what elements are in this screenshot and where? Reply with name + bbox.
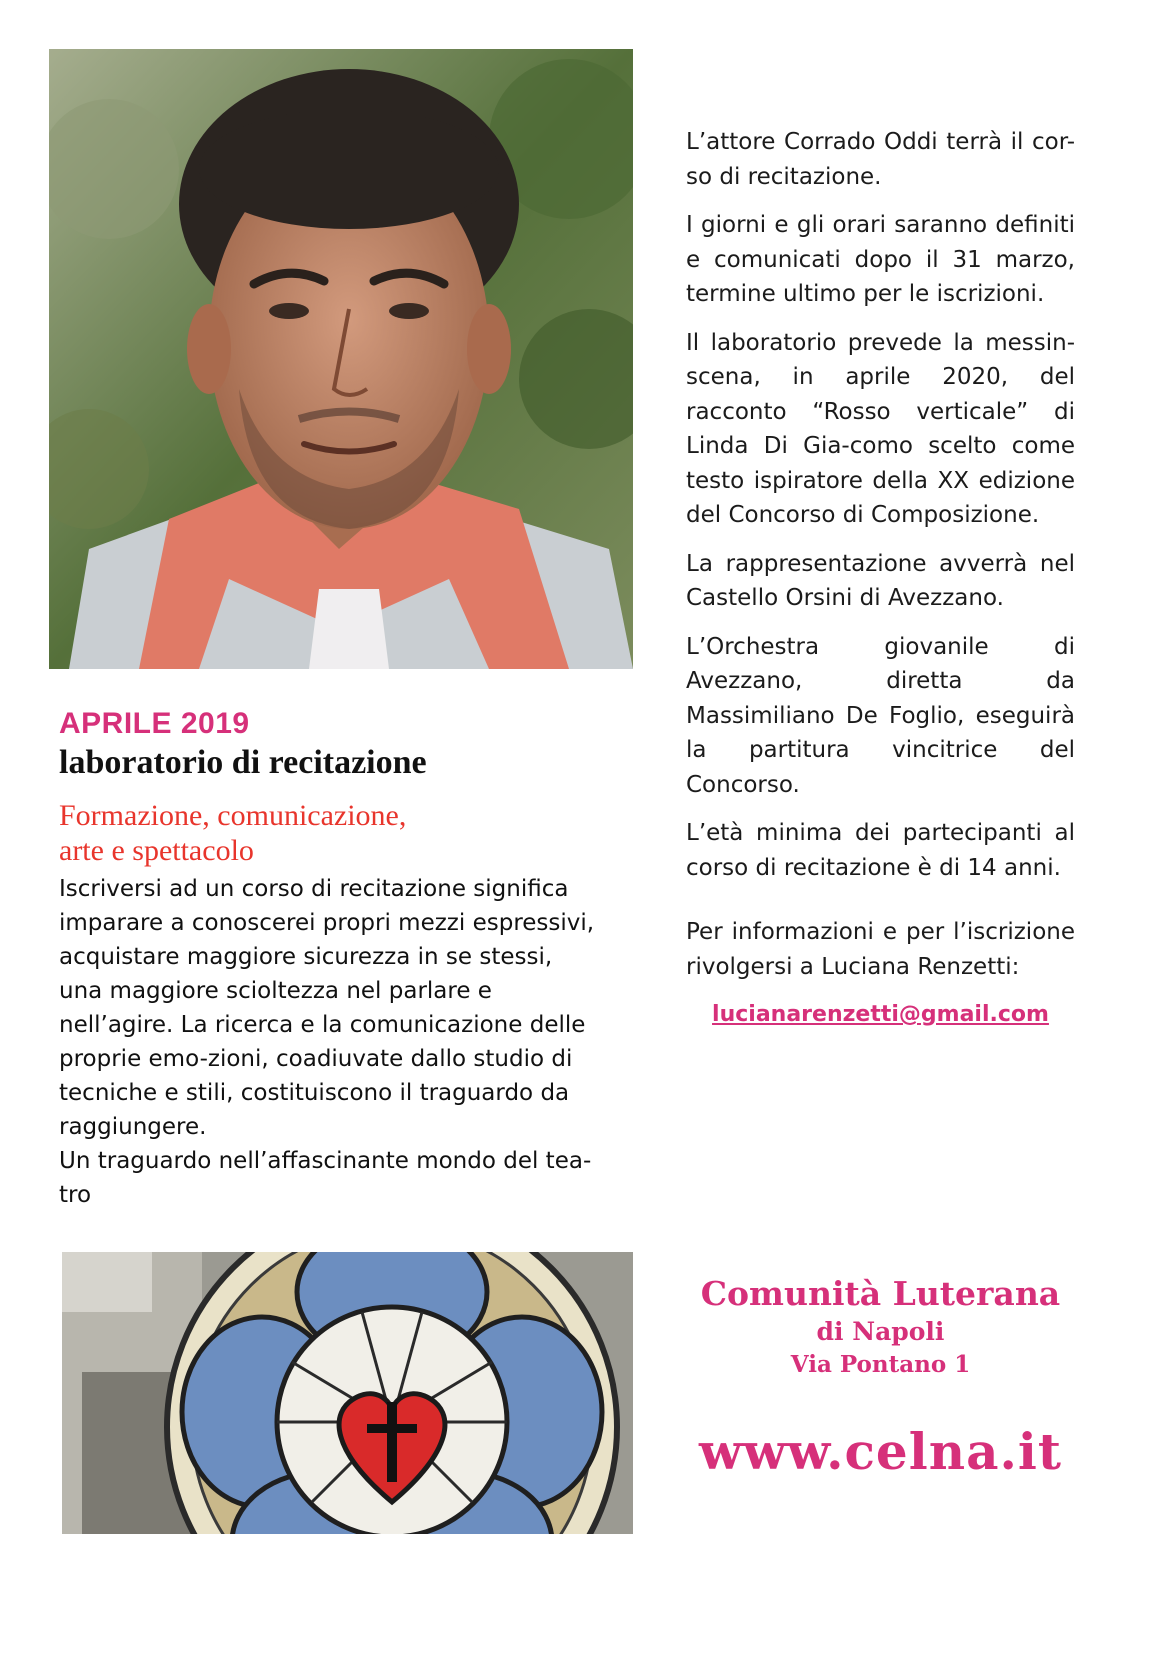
contact-info: Per informazioni e per l’iscrizione rivolgersi a Luciana Renzetti:	[686, 919, 1075, 980]
stained-glass-photo	[62, 1252, 633, 1534]
month-heading: APRILE 2019	[59, 707, 250, 740]
email-link[interactable]: lucianarenzetti@gmail.com	[712, 1002, 1049, 1027]
course-intro	[59, 706, 595, 1212]
subtitle-line: arte e spettacolo	[59, 834, 254, 867]
schedule-paragraph: I giorni e gli orari saranno definiti e comunicati dopo il 31 marzo, termine ultimo per le iscrizioni.	[686, 212, 1075, 307]
organization-city: di Napoli	[816, 1317, 945, 1346]
organization-address: Via Pontano 1	[790, 1351, 971, 1378]
course-subtitle	[59, 798, 595, 868]
staging-paragraph: Il laboratorio prevede la messin-scena, in aprile 2020, del racconto “Rosso verticale” di Linda Di Gia-como scelto come testo ispiratore della XX edizione del Concorso di Composizione.	[686, 329, 1075, 528]
portrait-photo	[49, 49, 633, 669]
website-link[interactable]: www.celna.it	[698, 1422, 1062, 1481]
subtitle-line: Formazione, comunicazione,	[59, 799, 407, 832]
age-paragraph: L’età minima dei partecipanti al corso di recitazione è di 14 anni.	[686, 820, 1075, 881]
course-description: Iscriversi ad un corso di recitazione significa imparare a conoscerei propri mezzi espressivi, acquistare maggiore sicurezza in se stessi, una maggiore scioltezza nel parlare e nell’agire. La ricerca e la comunicazione delle proprie emo-zioni, coadiuvate dallo studio di tecniche e stili, costituiscono il traguardo da raggiungere. Un traguardo nell’affascinante mondo del tea-tro	[59, 876, 595, 1208]
course-details	[686, 125, 1075, 1033]
orchestra-paragraph: L’Orchestra giovanile di Avezzano, diretta da Massimiliano De Foglio, eseguirà la partitura vincitrice del Concorso.	[686, 633, 1075, 798]
course-title: laboratorio di recitazione	[59, 744, 427, 781]
organization-block	[686, 1272, 1075, 1482]
organization-name: Comunità Luterana	[700, 1274, 1061, 1313]
venue-paragraph: La rappresentazione avverrà nel Castello Orsini di Avezzano.	[686, 550, 1075, 611]
instructor-paragraph: L’attore Corrado Oddi terrà il cor-so di recitazione.	[686, 129, 1075, 190]
